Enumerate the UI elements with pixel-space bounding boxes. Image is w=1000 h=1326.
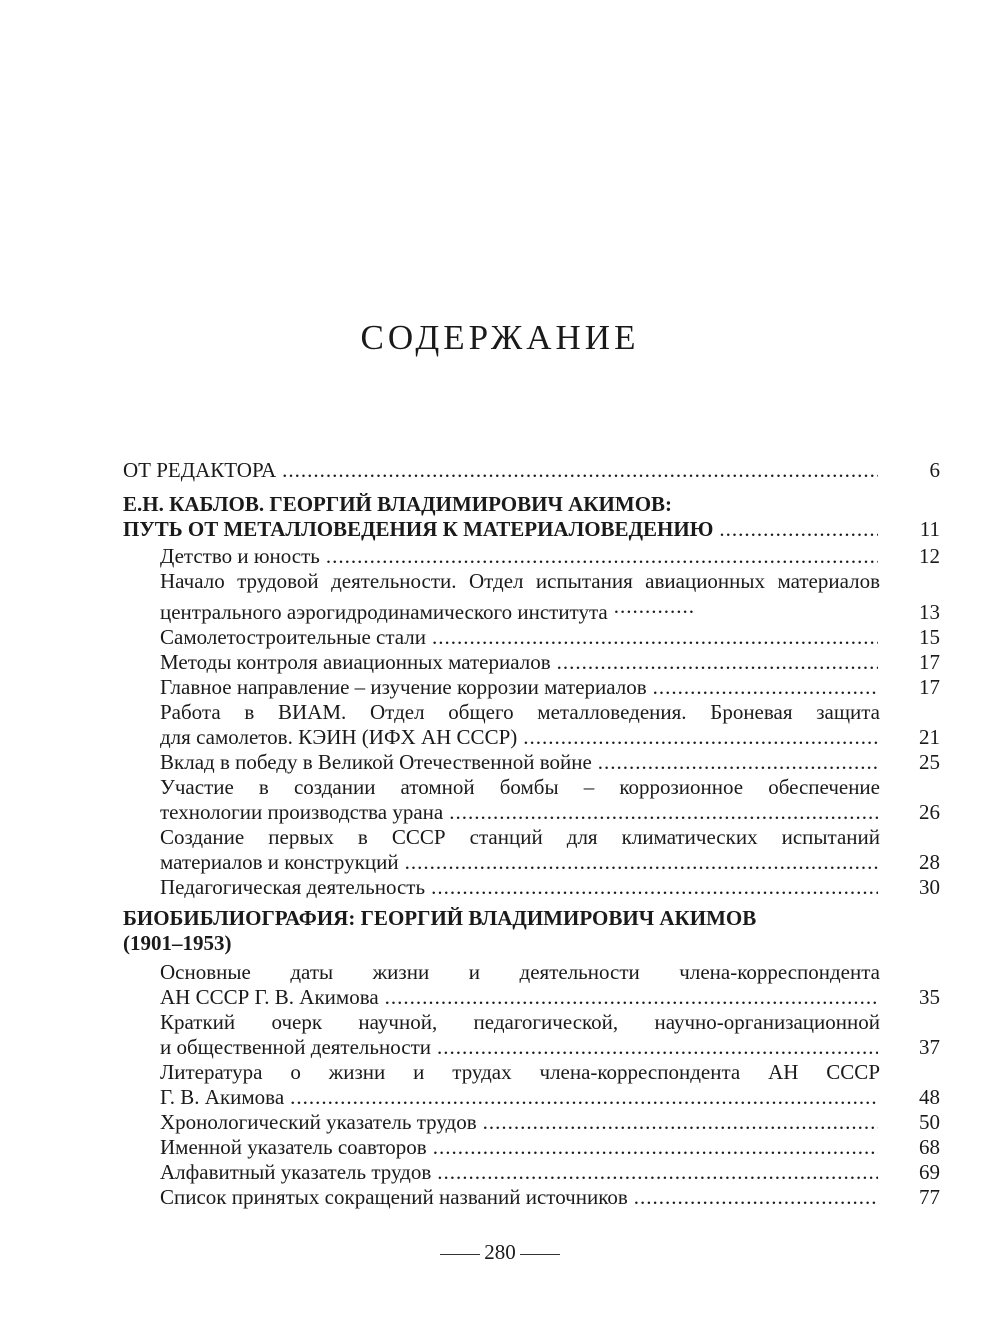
toc-entry-title: Методы контроля авиационных материалов — [160, 650, 551, 674]
toc-entry-title: Детство и юность — [160, 544, 320, 568]
toc-page-number: 21 — [919, 725, 940, 749]
toc-entry-title: Г. В. Акимова — [160, 1085, 285, 1109]
toc-section-heading[interactable] — [123, 906, 940, 956]
toc-entry-title-line: Краткий очерк научной, педагогической, научно-организационной — [160, 1010, 880, 1034]
toc-entry[interactable] — [160, 775, 940, 825]
toc-entry[interactable] — [160, 675, 940, 700]
toc-entry[interactable] — [160, 1185, 940, 1210]
toc-entry[interactable] — [160, 1010, 940, 1060]
toc-page-number: 28 — [919, 850, 940, 874]
toc-page-number: 17 — [919, 675, 940, 699]
folio-dash-left — [440, 1254, 480, 1255]
toc-entry[interactable] — [160, 544, 940, 569]
toc-page-number: 69 — [919, 1160, 940, 1184]
toc-page-number: 17 — [919, 650, 940, 674]
toc-entry-title: Хронологический указатель трудов — [160, 1110, 477, 1134]
toc-entry-title-line: Литература о жизни и трудах члена-корреспондента АН СССР — [160, 1060, 880, 1084]
toc-entry-title: материалов и конструкций — [160, 850, 399, 874]
toc-page-number: 37 — [919, 1035, 940, 1059]
toc-entry[interactable] — [160, 960, 940, 1010]
toc-entry[interactable] — [160, 1110, 940, 1135]
toc-page-number: 15 — [919, 625, 940, 649]
toc-entry-title-line: Основные даты жизни и деятельности члена-корреспондента — [160, 960, 880, 984]
toc-entry-title: Начало трудовой деятельности. Отдел испытания авиационных материалов центрального аэрогидродинамического института — [160, 569, 880, 624]
toc-entry-title: Список принятых сокращений названий источников — [160, 1185, 628, 1209]
toc-entry-title: технологии производства урана — [160, 800, 444, 824]
toc-entry[interactable] — [123, 458, 940, 483]
toc-entry-title-line: Работа в ВИАМ. Отдел общего металловедения. Броневая защита — [160, 700, 880, 724]
toc-entry-title: Вклад в победу в Великой Отечественной войне — [160, 750, 592, 774]
toc-entry[interactable] — [160, 1135, 940, 1160]
toc-entry-title: Алфавитный указатель трудов — [160, 1160, 432, 1184]
toc-entry-title: Главное направление – изучение коррозии материалов — [160, 675, 647, 699]
toc-page-number: 77 — [919, 1185, 940, 1209]
toc-page-number: 6 — [929, 458, 940, 482]
toc-entry[interactable] — [160, 825, 940, 875]
toc-page-number: 68 — [919, 1135, 940, 1159]
toc-entry-title: Самолетостроительные стали — [160, 625, 427, 649]
toc-entry[interactable] — [160, 625, 940, 650]
toc-entry-title: для самолетов. КЭИН (ИФХ АН СССР) — [160, 725, 518, 749]
toc-page-number: 30 — [919, 875, 940, 899]
toc-entry[interactable] — [160, 750, 940, 775]
page-title: СОДЕРЖАНИЕ — [360, 318, 640, 357]
toc-page-number: 25 — [919, 750, 940, 774]
table-of-contents — [123, 458, 940, 1210]
toc-entry-title: Педагогическая деятельность — [160, 875, 426, 899]
toc-entry-title-line: Е.Н. КАБЛОВ. ГЕОРГИЙ ВЛАДИМИРОВИЧ АКИМОВ: — [123, 492, 673, 516]
toc-entry-title-line: Участие в создании атомной бомбы – коррозионное обеспечение — [160, 775, 880, 799]
toc-page-number: 35 — [919, 985, 940, 1009]
toc-page-number: 48 — [919, 1085, 940, 1109]
folio-number: 280 — [484, 1240, 516, 1264]
page-number-footer — [0, 1240, 1000, 1265]
toc-entry[interactable] — [160, 875, 940, 900]
toc-entry[interactable] — [160, 1060, 940, 1110]
toc-page-number: 26 — [919, 800, 940, 824]
toc-entry-title: Именной указатель соавторов — [160, 1135, 427, 1159]
toc-entry-title: ПУТЬ ОТ МЕТАЛЛОВЕДЕНИЯ К МАТЕРИАЛОВЕДЕНИЮ — [123, 517, 714, 541]
toc-page-number: 13 — [919, 600, 940, 624]
toc-entry[interactable] — [160, 569, 940, 625]
toc-page-number: 50 — [919, 1110, 940, 1134]
toc-page-number: 11 — [919, 517, 940, 541]
toc-entry[interactable] — [123, 492, 940, 542]
toc-entry-title: ОТ РЕДАКТОРА — [123, 458, 277, 482]
toc-entry-title-line: (1901–1953) — [123, 931, 232, 955]
toc-entry-title-line: БИОБИБЛИОГРАФИЯ: ГЕОРГИЙ ВЛАДИМИРОВИЧ АКИМОВ — [123, 906, 757, 930]
toc-entry-title: АН СССР Г. В. Акимова — [160, 985, 379, 1009]
toc-entry-title: и общественной деятельности — [160, 1035, 431, 1059]
folio-dash-right — [520, 1254, 560, 1255]
toc-entry[interactable] — [160, 650, 940, 675]
toc-entry[interactable] — [160, 700, 940, 750]
toc-entry-title-line: Создание первых в СССР станций для климатических испытаний — [160, 825, 880, 849]
toc-page-number: 12 — [919, 544, 940, 568]
toc-entry[interactable] — [160, 1160, 940, 1185]
